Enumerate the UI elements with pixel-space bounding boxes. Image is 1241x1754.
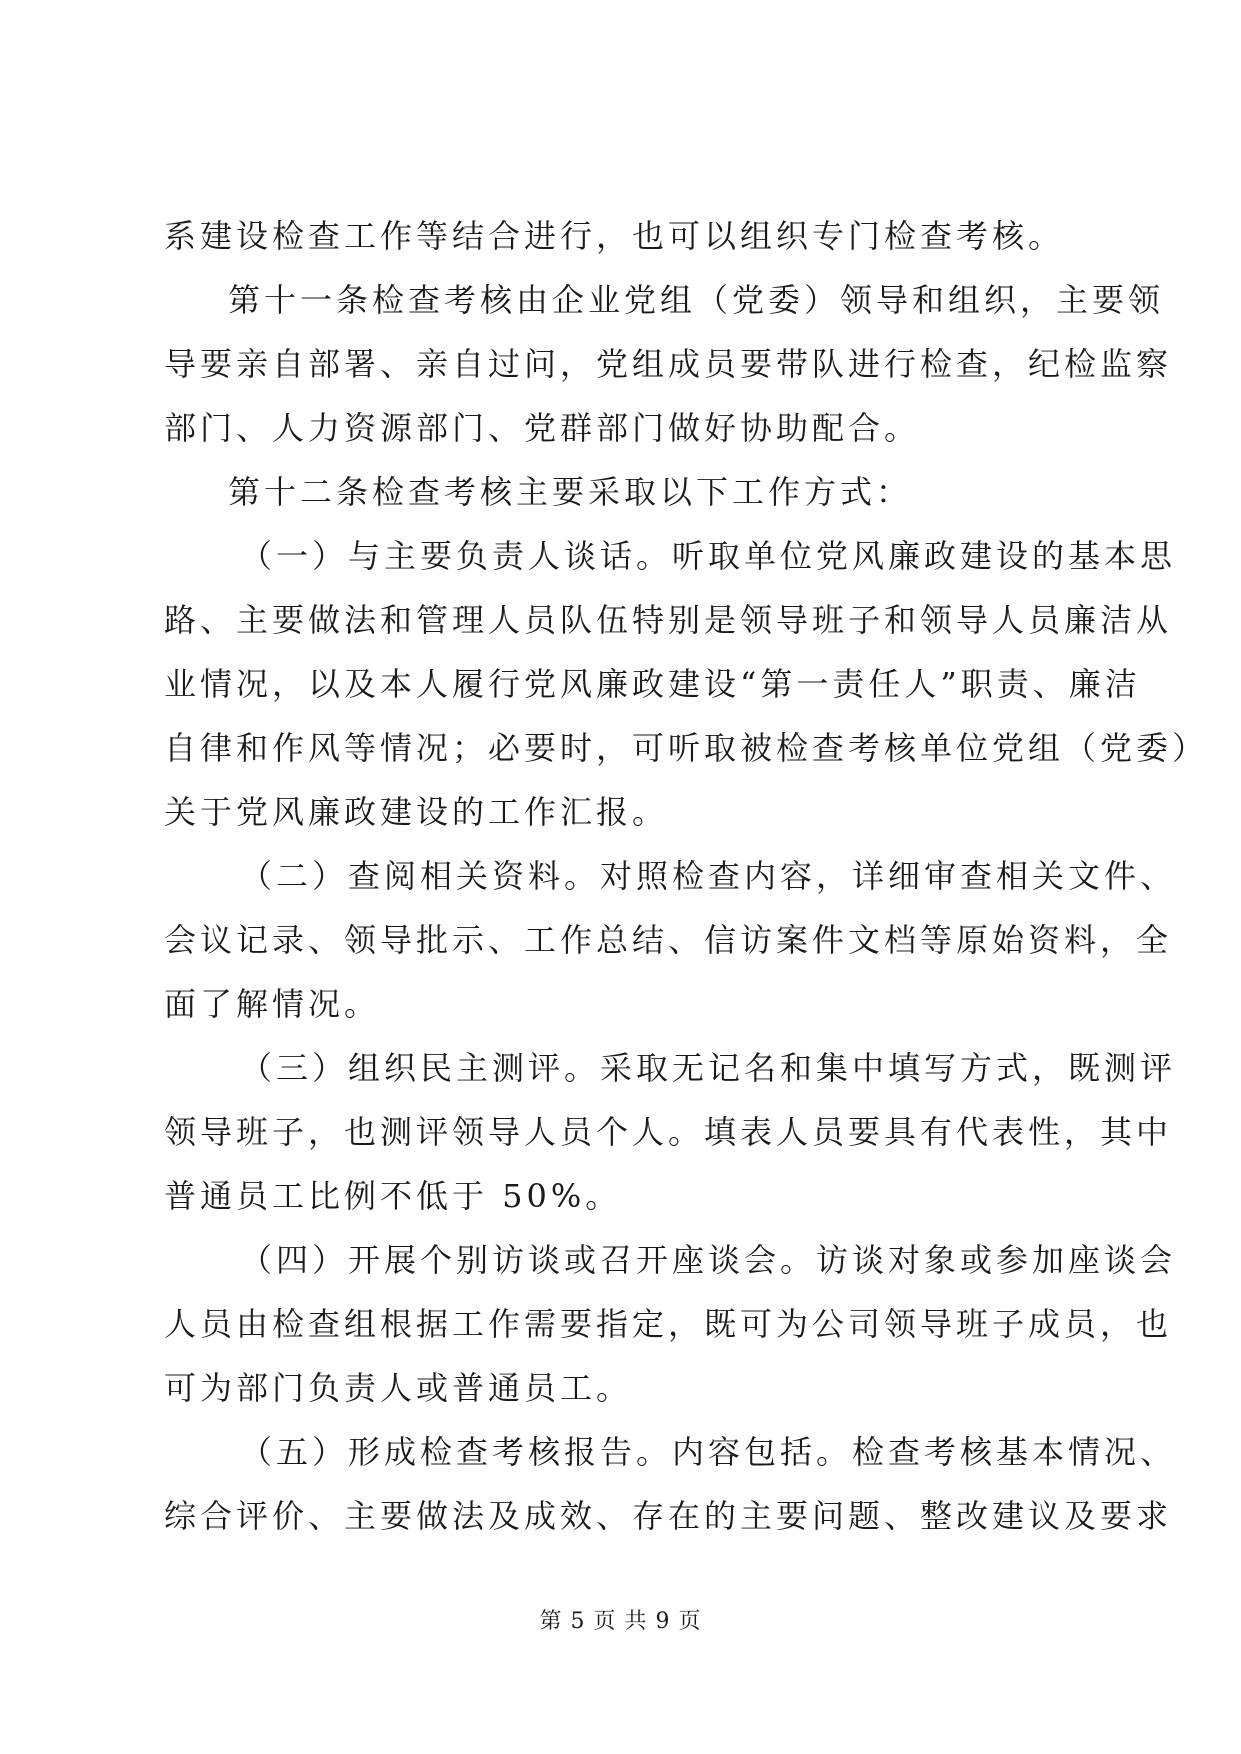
text-line: 普通员工比例不低于 50%。: [164, 1177, 622, 1215]
text-line: 路、主要做法和管理人员队伍特别是领导班子和领导人员廉洁从: [164, 601, 1173, 639]
text-line: 会议记录、领导批示、工作总结、信访案件文档等原始资料，全: [164, 921, 1173, 959]
text-line: （三）组织民主测评。采取无记名和集中填写方式，既测评: [240, 1049, 1177, 1087]
text-line: （二）查阅相关资料。对照检查内容，详细审查相关文件、: [240, 857, 1177, 895]
page-number-footer: 第 5 页 共 9 页: [539, 1609, 702, 1634]
text-line: 面了解情况。: [164, 985, 381, 1023]
text-line: （五）形成检查考核报告。内容包括。检查考核基本情况、: [240, 1433, 1177, 1471]
text-line: 综合评价、主要做法及成效、存在的主要问题、整改建议及要求: [164, 1497, 1173, 1535]
text-line: 人员由检查组根据工作需要指定，既可为公司领导班子成员，也: [164, 1305, 1173, 1343]
text-line: 第十一条检查考核由企业党组（党委）领导和组织，主要领: [228, 281, 1165, 319]
text-line: 部门、人力资源部门、党群部门做好协助配合。: [164, 409, 921, 447]
document-body: [164, 204, 1209, 1548]
text-line: 导要亲自部署、亲自过问，党组成员要带队进行检查，纪检监察: [164, 345, 1173, 383]
text-line: 领导班子，也测评领导人员个人。填表人员要具有代表性，其中: [164, 1113, 1173, 1151]
text-line: 第十二条检查考核主要采取以下工作方式：: [228, 473, 913, 511]
text-line: 可为部门负责人或普通员工。: [164, 1369, 633, 1407]
text-line: 业情况，以及本人履行党风廉政建设“第一责任人”职责、廉洁: [164, 665, 1141, 703]
text-line: 关于党风廉政建设的工作汇报。: [164, 793, 669, 831]
text-line: 系建设检查工作等结合进行，也可以组织专门检查考核。: [164, 217, 1065, 255]
text-line: （一）与主要负责人谈话。听取单位党风廉政建设的基本思: [240, 537, 1177, 575]
text-line: （四）开展个别访谈或召开座谈会。访谈对象或参加座谈会: [240, 1241, 1177, 1279]
text-line: 自律和作风等情况；必要时，可听取被检查考核单位党组（党委）: [164, 729, 1209, 767]
